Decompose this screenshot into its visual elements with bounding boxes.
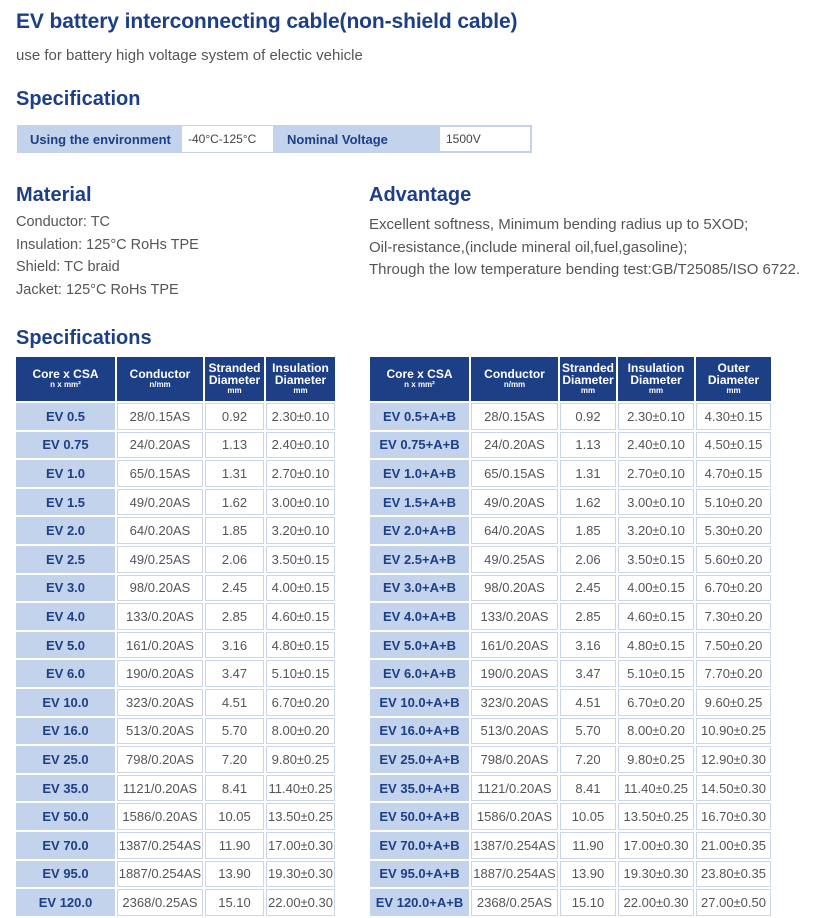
table-cell: 8.00±0.20 — [618, 718, 694, 745]
table-cell: 8.41 — [560, 775, 616, 802]
core-csa-cell: EV 35.0+A+B — [370, 775, 469, 802]
core-csa-cell: EV 1.5+A+B — [370, 489, 469, 516]
spec-table-single-core — [14, 355, 337, 918]
table-cell: 49/0.25AS — [471, 546, 558, 573]
column-header — [471, 357, 558, 401]
table-row — [370, 575, 771, 602]
column-header-label: Insulation Diameter — [627, 361, 685, 387]
column-header — [16, 357, 115, 401]
table-row — [370, 832, 771, 859]
table-row — [370, 517, 771, 544]
table-cell: 24/0.20AS — [117, 432, 203, 459]
table-cell: 1121/0.20AS — [117, 775, 203, 802]
table-cell: 4.50±0.15 — [696, 432, 771, 459]
table-cell: 2368/0.25AS — [471, 889, 558, 916]
table-cell: 9.60±0.25 — [696, 689, 771, 716]
table-row — [16, 546, 335, 573]
core-csa-cell: EV 16.0+A+B — [370, 718, 469, 745]
table-row — [16, 603, 335, 630]
table-cell: 3.00±0.10 — [266, 489, 335, 516]
table-cell: 9.80±0.25 — [618, 746, 694, 773]
core-csa-cell: EV 1.0 — [16, 460, 115, 487]
table-cell: 5.10±0.15 — [266, 660, 335, 687]
advantage-line: Excellent softness, Minimum bending radius up to 5XOD; — [369, 216, 749, 233]
core-csa-cell: EV 1.5 — [16, 489, 115, 516]
table-row — [370, 489, 771, 516]
material-line: Conductor: TC — [16, 214, 111, 230]
table-cell: 3.20±0.10 — [266, 517, 335, 544]
table-cell: 1387/0.254AS — [471, 832, 558, 859]
table-cell: 49/0.20AS — [117, 489, 203, 516]
core-csa-cell: EV 25.0+A+B — [370, 746, 469, 773]
table-row — [370, 603, 771, 630]
table-cell: 10.90±0.25 — [696, 718, 771, 745]
table-row — [370, 746, 771, 773]
table-cell: 7.50±0.20 — [696, 632, 771, 659]
table-row — [16, 746, 335, 773]
core-csa-cell: EV 120.0 — [16, 889, 115, 916]
table-cell: 10.05 — [205, 803, 264, 830]
table-cell: 1387/0.254AS — [117, 832, 203, 859]
table-cell: 133/0.20AS — [471, 603, 558, 630]
table-cell: 7.30±0.20 — [696, 603, 771, 630]
table-cell: 798/0.20AS — [117, 746, 203, 773]
table-cell: 21.00±0.35 — [696, 832, 771, 859]
table-cell: 27.00±0.50 — [696, 889, 771, 916]
table-cell: 513/0.20AS — [117, 718, 203, 745]
table-row — [370, 460, 771, 487]
column-header — [117, 357, 203, 401]
table-cell: 4.60±0.15 — [266, 603, 335, 630]
table-cell: 133/0.20AS — [117, 603, 203, 630]
table-cell: 98/0.20AS — [117, 575, 203, 602]
table-cell: 190/0.20AS — [117, 660, 203, 687]
table-cell: 1.13 — [205, 432, 264, 459]
table-cell: 5.30±0.20 — [696, 517, 771, 544]
table-cell: 5.70 — [560, 718, 616, 745]
table-cell: 1.85 — [205, 517, 264, 544]
table-cell: 9.80±0.25 — [266, 746, 335, 773]
advantage-line: Oil-resistance,(include mineral oil,fuel,gasoline); — [369, 238, 688, 256]
advantage-line: Through the low temperature bending test:GB/T25085/ISO 6722. — [369, 261, 801, 278]
column-header-label: Insulation Diameter — [272, 361, 329, 387]
core-csa-cell: EV 6.0+A+B — [370, 660, 469, 687]
specification-strip — [17, 125, 532, 153]
environment-label: Using the environment — [17, 125, 181, 153]
nominal-voltage-value: 1500V — [438, 125, 532, 153]
column-header-label: Core x CSA — [32, 367, 99, 381]
table-cell: 190/0.20AS — [471, 660, 558, 687]
table-cell: 3.20±0.10 — [618, 517, 694, 544]
core-csa-cell: EV 1.0+A+B — [370, 460, 469, 487]
table-cell: 2.06 — [560, 546, 616, 573]
core-csa-cell: EV 3.0 — [16, 575, 115, 602]
specifications-heading: Specifications — [16, 327, 152, 349]
column-header-unit: n x mm² — [404, 380, 435, 389]
table-cell: 28/0.15AS — [117, 403, 203, 430]
material-list — [16, 211, 199, 301]
table-cell: 4.80±0.15 — [266, 632, 335, 659]
table-row — [370, 775, 771, 802]
table-row — [16, 775, 335, 802]
table-row — [16, 803, 335, 830]
core-csa-cell: EV 4.0+A+B — [370, 603, 469, 630]
table-cell: 5.70 — [205, 718, 264, 745]
environment-value: -40°C-125°C — [181, 125, 274, 153]
table-row — [370, 546, 771, 573]
table-cell: 4.70±0.15 — [696, 460, 771, 487]
table-cell: 161/0.20AS — [117, 632, 203, 659]
table-cell: 17.00±0.30 — [266, 832, 335, 859]
core-csa-cell: EV 6.0 — [16, 660, 115, 687]
table-cell: 0.92 — [560, 403, 616, 430]
table-cell: 6.70±0.20 — [618, 689, 694, 716]
table-row — [16, 432, 335, 459]
material-line: Insulation: 125°C RoHs TPE — [16, 236, 199, 253]
table-row — [370, 432, 771, 459]
table-cell: 13.90 — [205, 861, 264, 888]
core-csa-cell: EV 50.0+A+B — [370, 803, 469, 830]
table-cell: 0.92 — [205, 403, 264, 430]
column-header-label: Conductor — [129, 367, 191, 381]
table-row — [370, 632, 771, 659]
table-cell: 161/0.20AS — [471, 632, 558, 659]
table-cell: 2.40±0.10 — [618, 432, 694, 459]
table-row — [16, 889, 335, 916]
table-cell: 10.05 — [560, 803, 616, 830]
material-heading: Material — [16, 184, 92, 206]
core-csa-cell: EV 2.0+A+B — [370, 517, 469, 544]
table-cell: 1586/0.20AS — [471, 803, 558, 830]
core-csa-cell: EV 2.5 — [16, 546, 115, 573]
table-cell: 49/0.20AS — [471, 489, 558, 516]
table-cell: 65/0.15AS — [117, 460, 203, 487]
table-cell: 19.30±0.30 — [618, 861, 694, 888]
table-cell: 19.30±0.30 — [266, 861, 335, 888]
material-line: Shield: TC braid — [16, 259, 120, 275]
table-row — [16, 460, 335, 487]
core-csa-cell: EV 2.0 — [16, 517, 115, 544]
advantage-heading: Advantage — [369, 184, 472, 206]
table-cell: 2.06 — [205, 546, 264, 573]
table-cell: 11.90 — [560, 832, 616, 859]
table-cell: 7.20 — [205, 746, 264, 773]
table-row — [370, 718, 771, 745]
core-csa-cell: EV 95.0+A+B — [370, 861, 469, 888]
table-cell: 2.45 — [205, 575, 264, 602]
table-cell: 8.00±0.20 — [266, 718, 335, 745]
column-header-unit: n/mm — [503, 380, 526, 389]
core-csa-cell: EV 35.0 — [16, 775, 115, 802]
core-csa-cell: EV 0.5+A+B — [370, 403, 469, 430]
column-header — [696, 357, 771, 401]
core-csa-cell: EV 2.5+A+B — [370, 546, 469, 573]
table-cell: 8.41 — [205, 775, 264, 802]
table-row — [16, 575, 335, 602]
table-cell: 15.10 — [560, 889, 616, 916]
table-cell: 3.50±0.15 — [266, 546, 335, 573]
table-cell: 3.16 — [205, 632, 264, 659]
table-row — [16, 718, 335, 745]
specification-heading: Specification — [16, 88, 141, 110]
column-header-unit: n x mm² — [50, 380, 81, 389]
core-csa-cell: EV 120.0+A+B — [370, 889, 469, 916]
table-cell: 3.47 — [205, 660, 264, 687]
column-header-label: Core x CSA — [386, 367, 453, 381]
table-cell: 1.31 — [560, 460, 616, 487]
table-cell: 5.10±0.20 — [696, 489, 771, 516]
column-header — [618, 357, 694, 401]
core-csa-cell: EV 3.0+A+B — [370, 575, 469, 602]
column-header-label: Stranded Diameter — [561, 361, 614, 387]
page-subtitle: use for battery high voltage system of electic vehicle — [16, 47, 363, 64]
table-row — [16, 517, 335, 544]
table-cell: 1586/0.20AS — [117, 803, 203, 830]
table-cell: 65/0.15AS — [471, 460, 558, 487]
table-cell: 2368/0.25AS — [117, 889, 203, 916]
core-csa-cell: EV 70.0 — [16, 832, 115, 859]
table-row — [16, 632, 335, 659]
table-cell: 13.90 — [560, 861, 616, 888]
table-cell: 4.51 — [560, 689, 616, 716]
core-csa-cell: EV 16.0 — [16, 718, 115, 745]
table-cell: 1.62 — [205, 489, 264, 516]
table-row — [16, 403, 335, 430]
table-row — [370, 689, 771, 716]
spec-table-multi-core — [368, 355, 773, 918]
core-csa-cell: EV 10.0 — [16, 689, 115, 716]
table-cell: 2.85 — [560, 603, 616, 630]
table-row — [16, 689, 335, 716]
table-cell: 1.13 — [560, 432, 616, 459]
table-cell: 22.00±0.30 — [618, 889, 694, 916]
table-cell: 4.60±0.15 — [618, 603, 694, 630]
table-cell: 3.50±0.15 — [618, 546, 694, 573]
table-cell: 64/0.20AS — [117, 517, 203, 544]
table-cell: 4.00±0.15 — [266, 575, 335, 602]
column-header-unit: mm — [293, 386, 308, 395]
core-csa-cell: EV 10.0+A+B — [370, 689, 469, 716]
table-row — [16, 832, 335, 859]
core-csa-cell: EV 0.75 — [16, 432, 115, 459]
table-cell: 1.62 — [560, 489, 616, 516]
column-header-unit: mm — [227, 386, 242, 395]
column-header-unit: mm — [726, 386, 741, 395]
table-cell: 49/0.25AS — [117, 546, 203, 573]
column-header-label: Conductor — [484, 367, 545, 381]
table-cell: 13.50±0.25 — [266, 803, 335, 830]
table-cell: 1.85 — [560, 517, 616, 544]
core-csa-cell: EV 95.0 — [16, 861, 115, 888]
table-cell: 4.80±0.15 — [618, 632, 694, 659]
table-cell: 11.40±0.25 — [618, 775, 694, 802]
table-row — [370, 660, 771, 687]
table-cell: 4.51 — [205, 689, 264, 716]
table-cell: 11.40±0.25 — [266, 775, 335, 802]
table-row — [370, 803, 771, 830]
table-cell: 798/0.20AS — [471, 746, 558, 773]
material-line: Jacket: 125°C RoHs TPE — [16, 281, 179, 298]
table-cell: 5.10±0.15 — [618, 660, 694, 687]
core-csa-cell: EV 50.0 — [16, 803, 115, 830]
column-header — [370, 357, 469, 401]
table-cell: 17.00±0.30 — [618, 832, 694, 859]
table-cell: 3.00±0.10 — [618, 489, 694, 516]
table-cell: 16.70±0.30 — [696, 803, 771, 830]
core-csa-cell: EV 70.0+A+B — [370, 832, 469, 859]
table-cell: 24/0.20AS — [471, 432, 558, 459]
table-cell: 323/0.20AS — [471, 689, 558, 716]
table-row — [16, 861, 335, 888]
table-cell: 15.10 — [205, 889, 264, 916]
column-header-unit: mm — [648, 386, 664, 395]
table-cell: 6.70±0.20 — [266, 689, 335, 716]
table-cell: 1.31 — [205, 460, 264, 487]
table-cell: 22.00±0.30 — [266, 889, 335, 916]
table-cell: 1121/0.20AS — [471, 775, 558, 802]
column-header — [205, 357, 264, 401]
table-row — [370, 403, 771, 430]
table-cell: 4.30±0.15 — [696, 403, 771, 430]
column-header — [560, 357, 616, 401]
table-cell: 23.80±0.35 — [696, 861, 771, 888]
table-cell: 2.70±0.10 — [266, 460, 335, 487]
table-cell: 14.50±0.30 — [696, 775, 771, 802]
table-cell: 7.70±0.20 — [696, 660, 771, 687]
table-row — [370, 861, 771, 888]
page-title: EV battery interconnecting cable(non-shield cable) — [16, 10, 518, 33]
column-header — [266, 357, 335, 401]
advantage-list — [369, 214, 800, 282]
table-cell: 7.20 — [560, 746, 616, 773]
table-cell: 2.30±0.10 — [618, 403, 694, 430]
table-cell: 4.00±0.15 — [618, 575, 694, 602]
table-cell: 2.30±0.10 — [266, 403, 335, 430]
core-csa-cell: EV 5.0 — [16, 632, 115, 659]
table-cell: 12.90±0.30 — [696, 746, 771, 773]
table-cell: 323/0.20AS — [117, 689, 203, 716]
core-csa-cell: EV 4.0 — [16, 603, 115, 630]
table-cell: 28/0.15AS — [471, 403, 558, 430]
table-cell: 2.85 — [205, 603, 264, 630]
table-cell: 11.90 — [205, 832, 264, 859]
core-csa-cell: EV 0.5 — [16, 403, 115, 430]
core-csa-cell: EV 0.75+A+B — [370, 432, 469, 459]
table-cell: 3.16 — [560, 632, 616, 659]
nominal-voltage-label: Nominal Voltage — [274, 125, 438, 153]
table-cell: 1887/0.254AS — [471, 861, 558, 888]
table-cell: 513/0.20AS — [471, 718, 558, 745]
column-header-unit: n/mm — [149, 380, 171, 389]
table-cell: 2.45 — [560, 575, 616, 602]
table-row — [370, 889, 771, 916]
core-csa-cell: EV 25.0 — [16, 746, 115, 773]
column-header-unit: mm — [580, 386, 596, 395]
table-cell: 5.60±0.20 — [696, 546, 771, 573]
column-header-label: Outer Diameter — [707, 361, 760, 387]
table-cell: 2.70±0.10 — [618, 460, 694, 487]
table-cell: 1887/0.254AS — [117, 861, 203, 888]
table-row — [16, 660, 335, 687]
table-cell: 64/0.20AS — [471, 517, 558, 544]
table-cell: 98/0.20AS — [471, 575, 558, 602]
table-cell: 13.50±0.25 — [618, 803, 694, 830]
table-cell: 2.40±0.10 — [266, 432, 335, 459]
column-header-label: Stranded Diameter — [208, 361, 261, 387]
table-row — [16, 489, 335, 516]
table-cell: 6.70±0.20 — [696, 575, 771, 602]
table-cell: 3.47 — [560, 660, 616, 687]
core-csa-cell: EV 5.0+A+B — [370, 632, 469, 659]
